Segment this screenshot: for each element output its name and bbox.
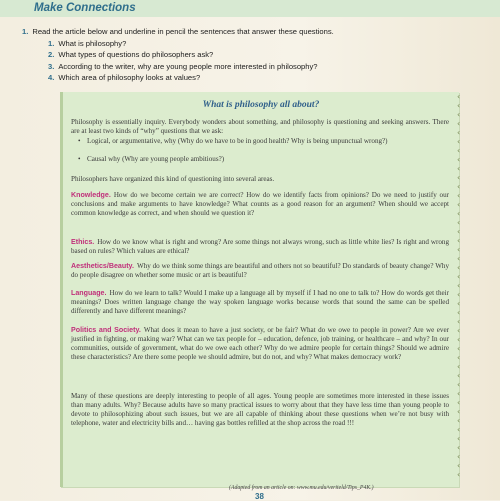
article-organized: Philosophers have organized this kind of questioning into several areas. [71,175,275,183]
article-title: What is philosophy all about? [202,100,320,110]
question-text: According to the writer, why are young people more interested in philosophy? [58,61,318,71]
question-number: 4. [48,73,55,83]
torn-edge-decoration: ‹ ‹ ‹ ‹ ‹ ‹ ‹ ‹ ‹ ‹ ‹ ‹ ‹ ‹ ‹ ‹ ‹ ‹ ‹ ‹ ‹ ‹ ‹ ‹ ‹ ‹ ‹ ‹ ‹ ‹ ‹ ‹ ‹ ‹ ‹ ‹ ‹ ‹ ‹ ‹ ‹ ‹ ‹ [457,92,461,479]
question-item [48,38,318,49]
question-item [48,72,318,83]
section-text: How do we learn to talk? Would I make up a language all by myself if I had no one to talk to? How do words get their meanings? Does written language change the way spoken language works because words that sound the same can be spelled differently and have different meanings? [71,289,449,315]
section-politics [71,326,449,362]
section-aesthetics [71,262,449,280]
question-item [48,61,318,72]
section-text: Why do we think some things are beautiful and others not so beautiful? Do standards of beauty change? Why do people disagree on whether some music or art is beautiful? [71,262,449,279]
page-number: 38 [255,492,264,501]
section-heading: Knowledge. [71,191,111,199]
section-heading: Politics and Society. [71,326,141,334]
question-list [48,38,318,84]
bullet-item: • Causal why (Why are young people ambitious?) [87,155,445,164]
section-heading: Ethics. [71,238,95,246]
instruction-text: Read the article below and underline in pencil the sentences that answer these questions. [32,27,334,36]
section-heading: Language. [71,289,107,297]
article-closing: Many of these questions are deeply interesting to people of all ages. Young people are sometimes more interested in these issues than many adults. Why? Because adults have so many practical issues to worry about that they have less time than young people to devote to philosophizing about such issues, but we are all capable of thinking about these questions when we’re not busy with telephone, water and electricity bills and… having gas bottles refilled at the shop across the road !!! [71,392,449,427]
section-language [71,289,449,316]
section-header-band [0,0,500,17]
section-text: How do we know what is right and wrong? Are some things not always wrong, such as little white lies? Is right and wrong based on rules? Which values are ethical? [71,238,449,255]
instruction-number: 1. [22,27,29,36]
article-source: (Adapted from an article on: www.mu.edu/veriteld/Tips_P4K.) [229,485,374,491]
section-text: How do we become certain we are correct? How do we identify facts from opinions? Do we need to justify our conclusions and make arguments to have knowledge? What counts as a good reason for an argument? When should we accept common knowledge as correct, and when should we question it? [71,191,449,217]
question-number: 1. [48,39,55,48]
article-card [60,92,459,487]
instruction [22,27,482,37]
question-number: 2. [48,50,55,60]
bullet-item: • Logical, or argumentative, why (Why do we have to be in good health? Why is being unpunctual wrong?) [87,137,445,146]
section-ethics [71,238,449,256]
question-text: What is philosophy? [58,39,127,48]
section-knowledge [71,191,449,218]
section-text: What does it mean to have a just society, or be fair? What do we owe to people in power? Are we ever justified in fighting, or making war? What can we tax people for – education, defence, job training, or healthcare – and why? In our communities, outside of government, what do we owe each other? Why do we admire people for certain things? Should we admire these characteristics? Are there some people we should admire, but do not, and why? What makes democracy work? [71,326,449,361]
question-number: 3. [48,61,55,71]
question-text: Which area of philosophy looks at values? [58,73,201,83]
question-text: What types of questions do philosophers ask? [58,50,214,60]
question-item [48,49,318,60]
section-heading: Aesthetics/Beauty. [71,262,134,270]
article-intro: Philosophy is essentially inquiry. Everybody wonders about something, and philosophy is questioning and seeking answers. There are at least two kinds of “why” questions that we ask: [71,118,449,135]
section-title: Make Connections [34,2,136,14]
